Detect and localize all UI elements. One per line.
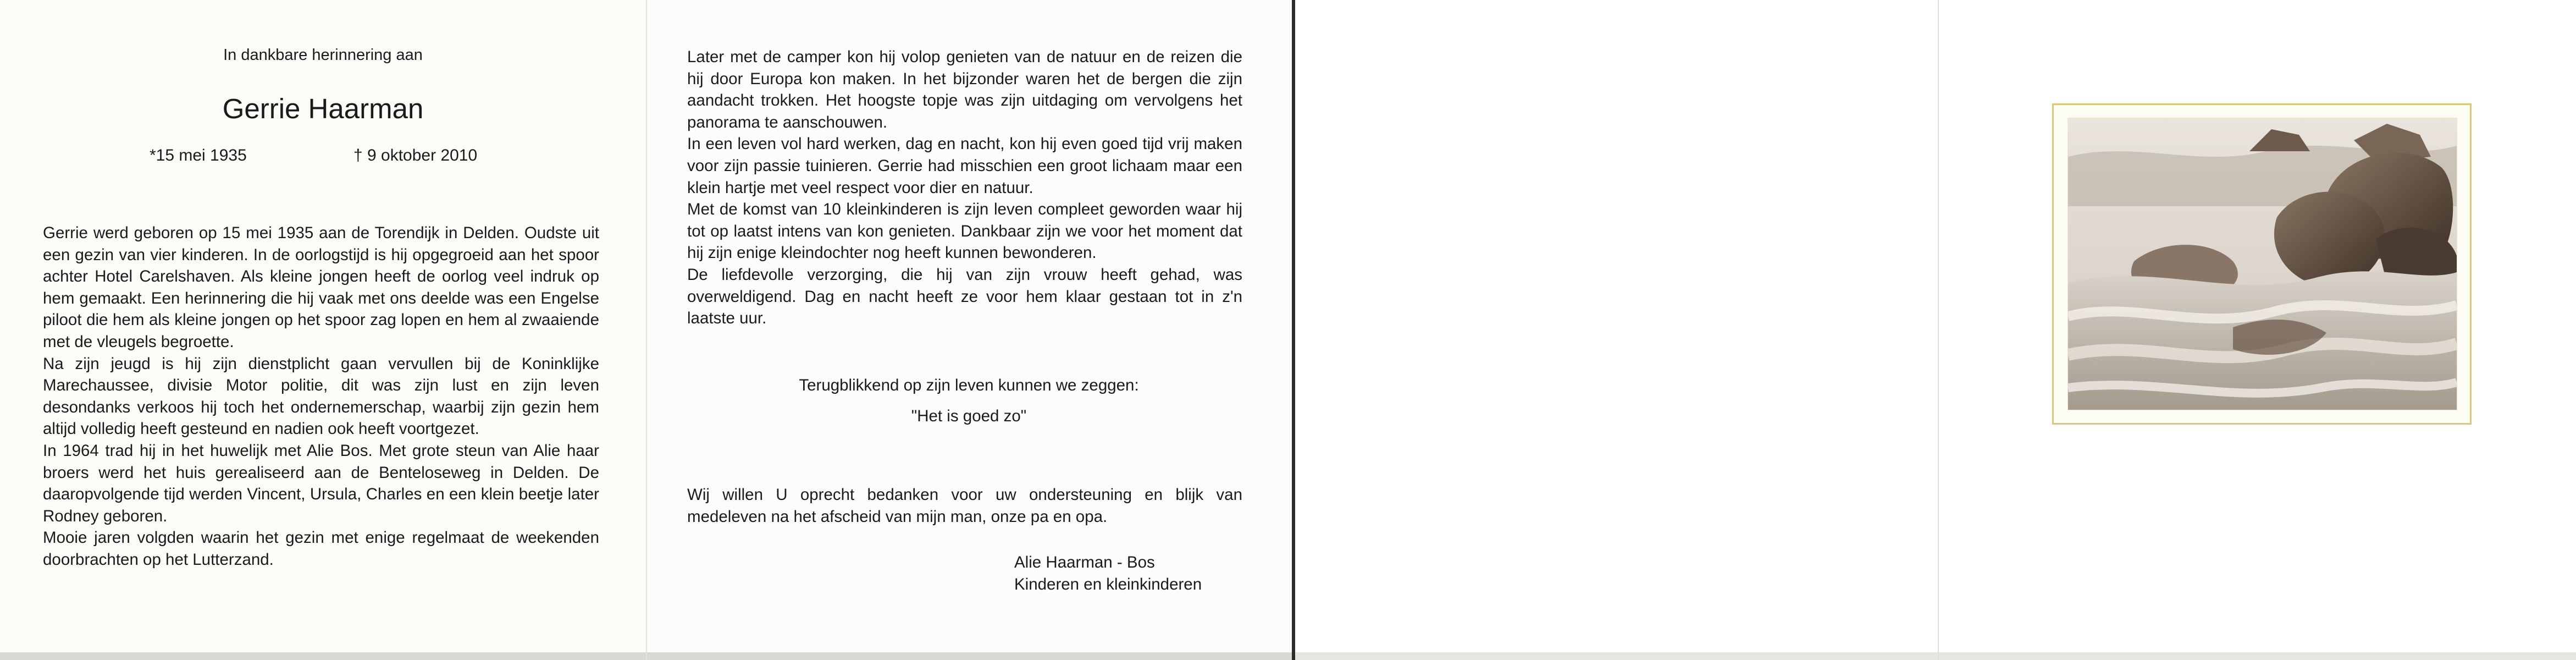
- thanks-text: Wij willen U oprecht bedanken voor uw ondersteuning en blijk van medeleven na het afscheid van mijn man, onze pa en opa.: [687, 486, 1242, 526]
- paper-edge: [0, 652, 646, 660]
- death-date: † 9 oktober 2010: [353, 146, 478, 164]
- deceased-name: Gerrie Haarman: [222, 93, 424, 124]
- card-panel-inside-back: [1292, 0, 1938, 660]
- story-paragraph: Met de komst van 10 kleinkinderen is zijn leven compleet geworden waar hij tot op laatst intens van kon genieten. Dankbaar zijn we voor het moment dat hij zijn enige kleindochter nog heeft kunnen bewonderen.: [687, 200, 1242, 262]
- paper-edge: [1295, 652, 1938, 660]
- biography: [43, 222, 599, 571]
- bio-paragraph: Mooie jaren volgden waarin het gezin met enige regelmaat de weekenden doorbrachten op het Lutterzand.: [43, 529, 599, 569]
- life-story: [687, 46, 1242, 329]
- story-paragraph: Later met de camper kon hij volop genieten van de natuur en de reizen die hij door Europa kon maken. In het bijzonder waren het de bergen die zijn aandacht trokken. Het hoogste topje was zijn uitdaging om vervolgens het panorama te aanschouwen.: [687, 48, 1242, 131]
- looking-back-line: Terugblikkend op zijn leven kunnen we zeggen:: [799, 376, 1139, 394]
- paper-edge: [1939, 652, 2576, 660]
- bio-paragraph: In 1964 trad hij in het huwelijk met Alie Bos. Met grote steun van Alie haar broers werd het huis gerealiseerd aan de Benteloseweg in Delden. De daaropvolgende tijd werden Vincent, Ursula, Charles en een klein beetje later Rodney geboren.: [43, 441, 599, 525]
- intro-line: In dankbare herinnering aan: [223, 46, 423, 64]
- bio-paragraph: Gerrie werd geboren op 15 mei 1935 aan de Torendijk in Delden. Oudste uit een gezin van vier kinderen. In de oorlogstijd is hij opgegroeid aan het spoor achter Hotel Carelshaven. Als kleine jongen heeft de oorlog veel indruk op hem gemaakt. Een herinnering die hij vaak met ons deelde was een Engelse piloot die hem als kleine jongen op het spoor zag lopen en hem al zwaaiende met de vleugels begroette.: [43, 224, 599, 351]
- signature-line: Kinderen en kleinkinderen: [1014, 575, 1202, 593]
- paper-edge: [647, 652, 1292, 660]
- story-paragraph: In een leven vol hard werken, dag en nacht, kon hij even goed tijd vrij maken voor zijn passie tuinieren. Gerrie had misschien een groot lichaam maar een klein hartje met veel respect voor dier en natuur.: [687, 135, 1242, 197]
- bio-paragraph: Na zijn jeugd is hij zijn dienstplicht gaan vervullen bij de Koninklijke Marechaussee, divisie Motor politie, dit was zijn lust en zijn leven desondanks verkoos hij toch het ondernemerschap, waarbij zijn gezin hem altijd volledig heeft gesteund en nadien ook heeft voortgezet.: [43, 354, 599, 438]
- story-paragraph: De liefdevolle verzorging, die hij van zijn vrouw heeft gehad, was overweldigend. Dag en nacht heeft ze voor hem klaar gestaan tot in z'n laatste uur.: [687, 265, 1242, 328]
- river-rocks-photo-icon: [2068, 118, 2457, 410]
- quote-line: "Het is goed zo": [911, 407, 1027, 425]
- signature-line: Alie Haarman - Bos: [1014, 553, 1155, 571]
- birth-date: *15 mei 1935: [150, 146, 247, 164]
